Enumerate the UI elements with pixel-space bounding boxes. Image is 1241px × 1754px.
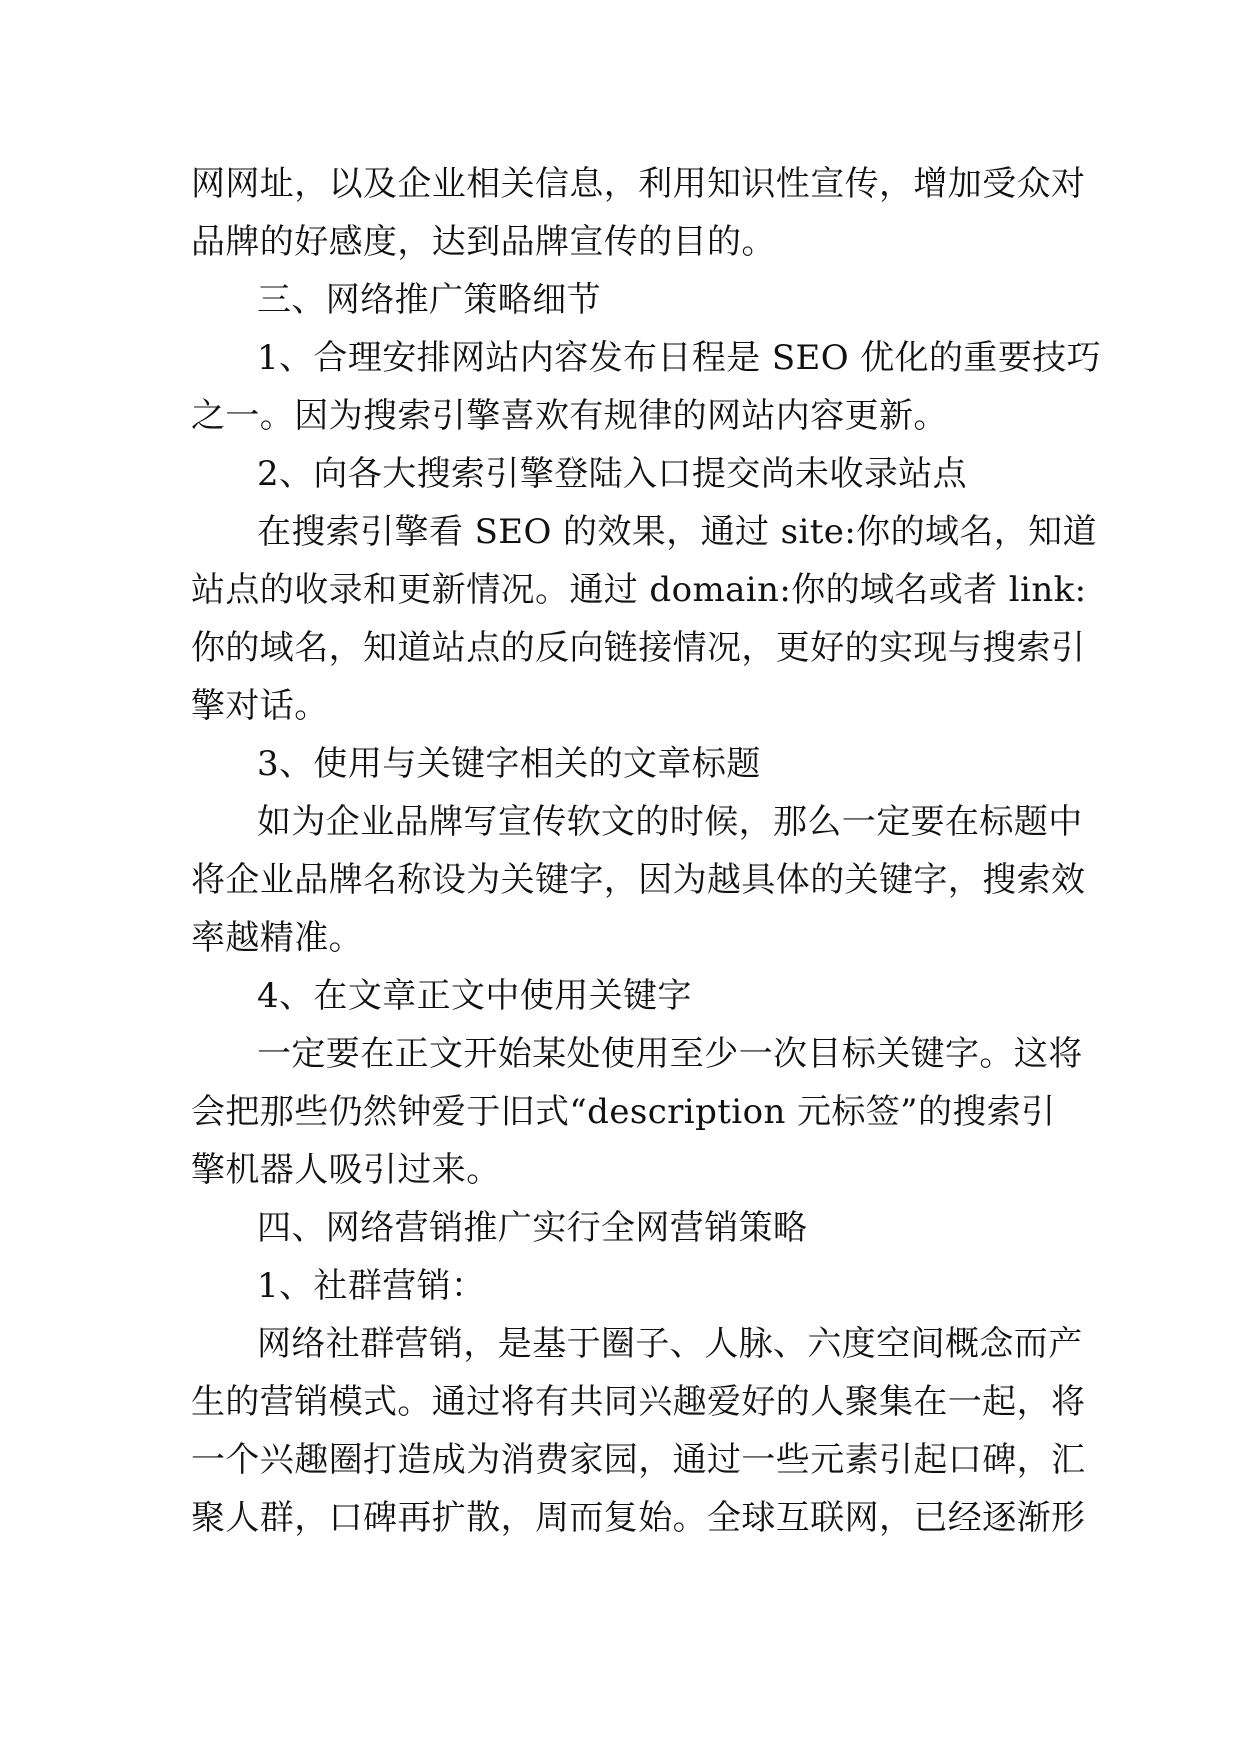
paragraph-line: 如为企业品牌写宣传软文的时候，那么一定要在标题中 [257,802,1083,842]
paragraph-line: 会把那些仍然钟爱于旧式“description 元标签”的搜索引 [191,1092,1056,1132]
paragraph-line: 之一。因为搜索引擎喜欢有规律的网站内容更新。 [191,396,948,436]
paragraph-line: 你的域名，知道站点的反向链接情况，更好的实现与搜索引 [191,628,1086,668]
paragraph-line: 网网址，以及企业相关信息，利用知识性宣传，增加受众对 [191,164,1086,204]
section-heading: 四、网络营销推广实行全网营销策略 [257,1208,808,1248]
paragraph-line: 站点的收录和更新情况。通过 domain:你的域名或者 link: [191,570,1087,610]
paragraph-line: 率越精准。 [191,918,363,958]
paragraph-line: 聚人群，口碑再扩散，周而复始。全球互联网，已经逐渐形 [191,1498,1086,1538]
subsection-heading: 2、向各大搜索引擎登陆入口提交尚未收录站点 [257,454,968,494]
paragraph-line: 品牌的好感度，达到品牌宣传的目的。 [191,222,776,262]
paragraph-line: 一定要在正文开始某处使用至少一次目标关键字。这将 [257,1034,1083,1074]
subsection-heading: 1、合理安排网站内容发布日程是 SEO 优化的重要技巧 [257,338,1102,378]
paragraph-line: 网络社群营销，是基于圈子、人脉、六度空间概念而产 [257,1324,1083,1364]
paragraph-line: 擎对话。 [191,686,329,726]
paragraph-line: 将企业品牌名称设为关键字，因为越具体的关键字，搜索效 [191,860,1086,900]
subsection-heading: 4、在文章正文中使用关键字 [257,976,692,1016]
paragraph-line: 擎机器人吸引过来。 [191,1150,501,1190]
paragraph-line: 在搜索引擎看 SEO 的效果，通过 site:你的域名，知道 [257,512,1097,552]
subsection-heading: 3、使用与关键字相关的文章标题 [257,744,761,784]
subsection-heading: 1、社群营销： [257,1266,486,1306]
section-heading: 三、网络推广策略细节 [257,280,601,320]
paragraph-line: 生的营销模式。通过将有共同兴趣爱好的人聚集在一起，将 [191,1382,1086,1422]
paragraph-line: 一个兴趣圈打造成为消费家园，通过一些元素引起口碑，汇 [191,1440,1086,1480]
